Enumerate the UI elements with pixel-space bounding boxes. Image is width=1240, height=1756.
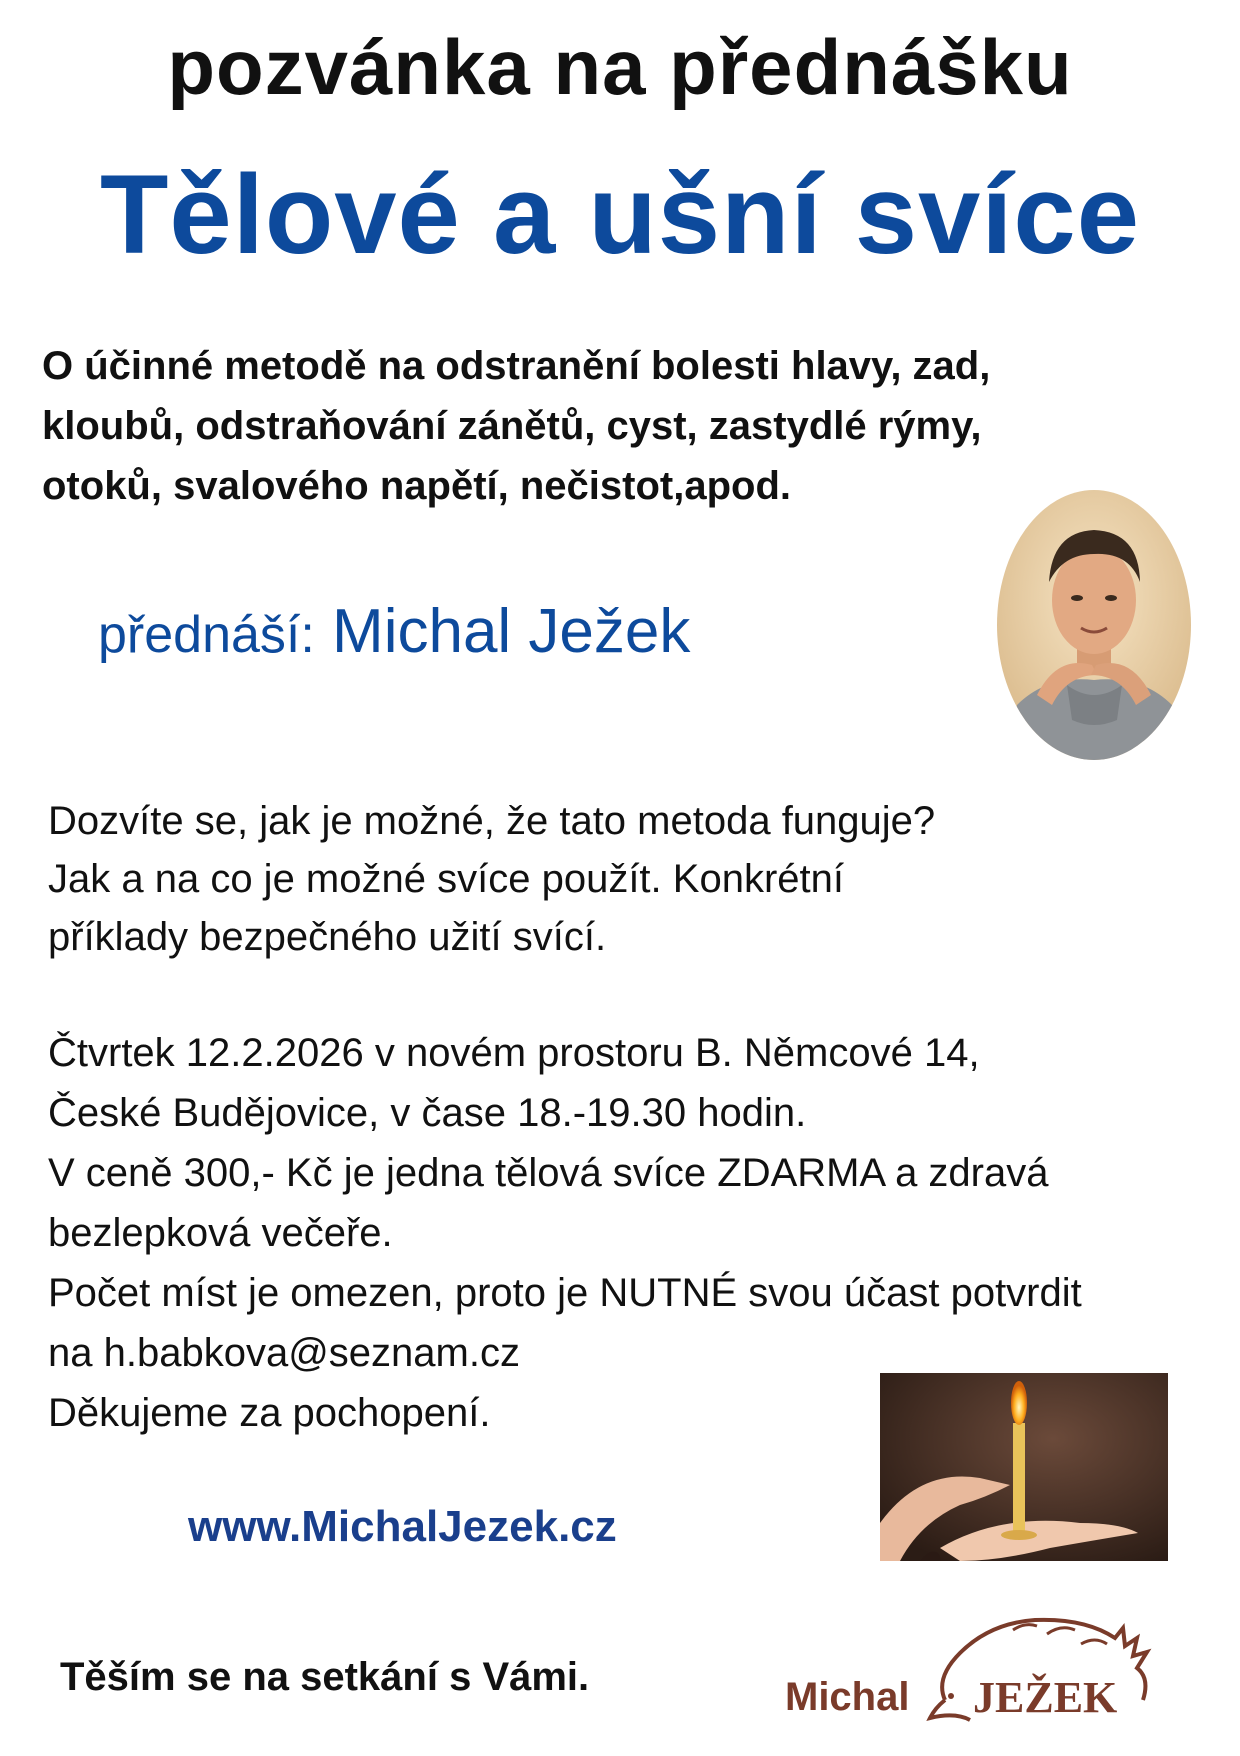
lecturer-label: přednáší: xyxy=(98,606,315,664)
description-line: příklady bezpečného užití svící. xyxy=(48,915,607,959)
intro-line: O účinné metodě na odstranění bolesti hlavy, zad, xyxy=(42,344,991,388)
intro-line: kloubů, odstraňování zánětů, cyst, zastydlé rýmy, xyxy=(42,404,982,448)
event-line: bezlepková večeře. xyxy=(48,1211,393,1255)
event-line-email: na h.babkova@seznam.cz xyxy=(48,1331,520,1375)
hedgehog-logo-icon xyxy=(785,1608,1165,1728)
website-link[interactable]: www.MichalJezek.cz xyxy=(188,1502,617,1551)
lecturer xyxy=(98,596,690,667)
closing-text: Těším se na setkání s Vámi. xyxy=(60,1655,590,1699)
event-line: Počet míst je omezen, proto je NUTNÉ svou účast potvrdit xyxy=(48,1271,1082,1315)
intro-line: otoků, svalového napětí, nečistot,apod. xyxy=(42,464,792,508)
brand-logo xyxy=(785,1608,1165,1728)
main-title: Tělové a ušní svíce xyxy=(100,152,1140,277)
logo-last-name: JEŽEK xyxy=(973,1673,1118,1722)
pre-title: pozvánka na přednášku xyxy=(167,23,1073,111)
intro-text xyxy=(42,336,1162,516)
logo-first-name: Michal xyxy=(785,1675,910,1719)
description-line: Dozvíte se, jak je možné, že tato metoda funguje? xyxy=(48,799,936,843)
event-line: České Budějovice, v čase 18.-19.30 hodin. xyxy=(48,1091,807,1135)
candle-photo xyxy=(880,1373,1168,1561)
description xyxy=(48,792,1148,966)
event-line: Děkujeme za pochopení. xyxy=(48,1391,491,1435)
lecturer-portrait xyxy=(997,490,1191,760)
portrait-image xyxy=(997,490,1191,760)
event-line: V ceně 300,- Kč je jedna tělová svíce ZDARMA a zdravá xyxy=(48,1151,1049,1195)
lecturer-name: Michal Ježek xyxy=(332,597,691,666)
candle-image xyxy=(880,1373,1168,1561)
event-line: Čtvrtek 12.2.2026 v novém prostoru B. Němcové 14, xyxy=(48,1031,980,1075)
description-line: Jak a na co je možné svíce použít. Konkrétní xyxy=(48,857,844,901)
